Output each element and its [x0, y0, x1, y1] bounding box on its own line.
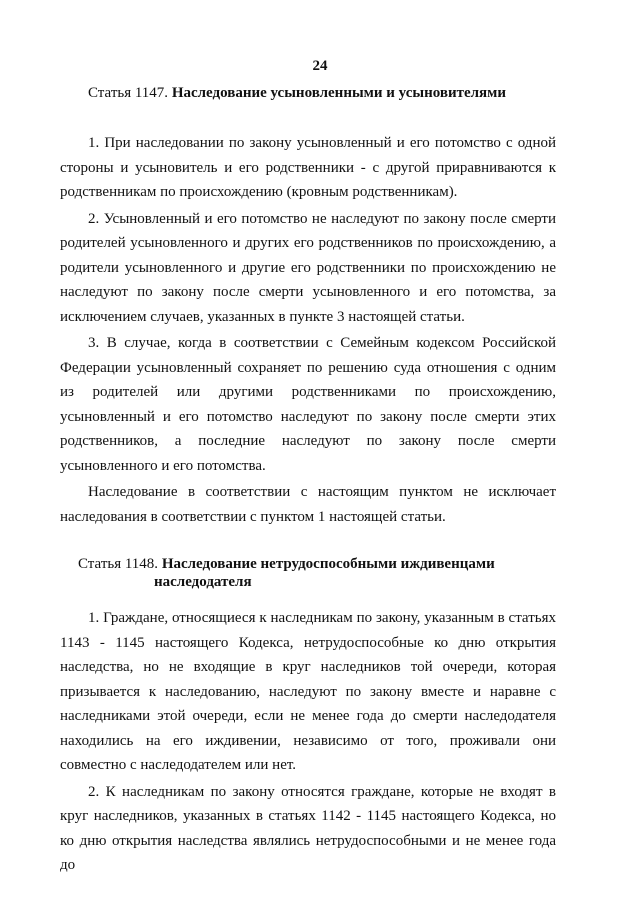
- article-1147-paragraph-3: 3. В случае, когда в соответствии с Семейным кодексом Российской Федерации усыновленный сохраняет по решению суда отношения с одним из родителей или другими родственниками по происхождению, усыновленный и его потомство наследуют по закону после смерти этих родственников, а последние наследуют по закону после смерти усыновленного и его потомства.: [60, 335, 556, 474]
- article-1148-paragraph-2: 2. К наследникам по закону относятся граждане, которые не входят в круг наследников, указанных в статьях 1142 - 1145 настоящего Кодекса, но ко дню открытия наследства являлись нетрудоспособными и не менее года до: [60, 783, 556, 873]
- article-1148-paragraph-1: 1. Граждане, относящиеся к наследникам по закону, указанным в статьях 1143 - 1145 настоящего Кодекса, нетрудоспособные ко дню открытия наследства, но не входящие в круг наследников той очереди, которая призывается к наследованию, наследуют по закону вместе и наравне с наследниками этой очереди, если не менее года до смерти наследодателя находились на его иждивении, независимо от того, проживали они совместно с наследодателем или нет.: [60, 610, 556, 773]
- article-1147-paragraph-2: 2. Усыновленный и его потомство не наследуют по закону после смерти родителей усыновленного и других его родственников по происхождению, а родители усыновленного и другие его родственники по происхождению не наследуют по закону после смерти усыновленного и его потомства, за исключением случаев, указанных в пункте 3 настоящей статьи.: [60, 210, 556, 325]
- article-1148-title-line2: наследодателя: [154, 574, 252, 590]
- article-1148-heading: [78, 555, 548, 591]
- page-number: 24: [312, 58, 328, 74]
- article-1147-paragraph-1: 1. При наследовании по закону усыновленный и его потомство с одной стороны и усыновитель и его родственники - с другой приравниваются к родственникам по происхождению (кровным родственникам).: [60, 135, 556, 200]
- article-1147-body: [60, 131, 556, 529]
- article-1148-body: [60, 606, 556, 878]
- article-1148-label: Статья 1148.: [78, 556, 162, 572]
- article-1147-label: Статья 1147.: [88, 85, 172, 101]
- article-1147-title: Наследование усыновленными и усыновителями: [171, 85, 507, 101]
- article-1148-title-line1: Наследование нетрудоспособными иждивенцами: [161, 556, 495, 572]
- article-1147-heading: [88, 84, 548, 102]
- article-1147-paragraph-4: Наследование в соответствии с настоящим пунктом не исключает наследования в соответствии с пунктом 1 настоящей статьи.: [60, 484, 556, 525]
